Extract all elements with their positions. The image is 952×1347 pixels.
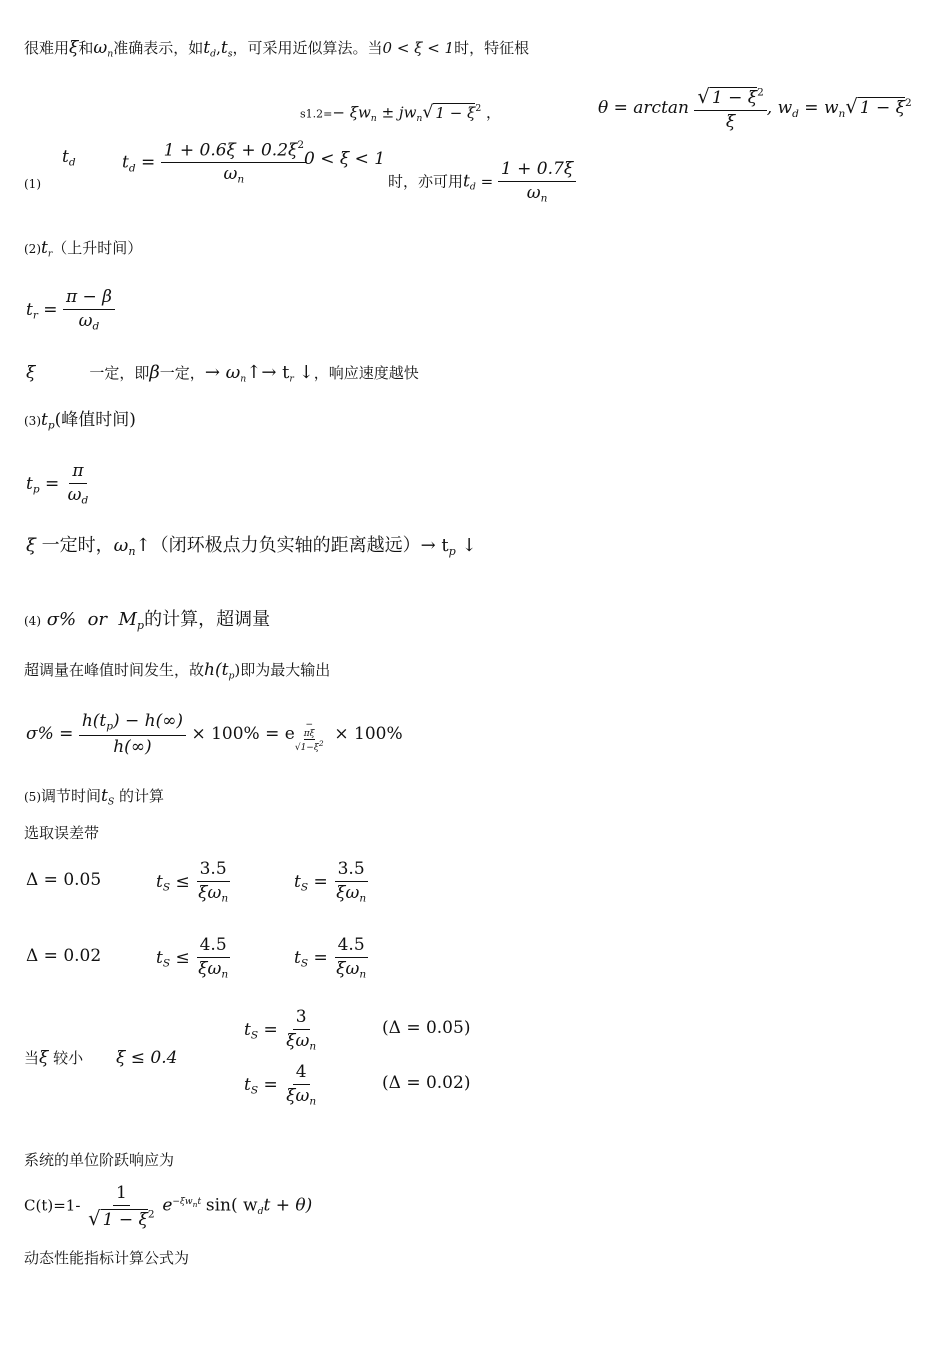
s12-expr: − ξw: [332, 103, 371, 122]
ts-eq-45: $t_S$ = $\frac{4.5}{\xi\omega_n}$: [294, 935, 367, 981]
item4-formula: [26, 712, 403, 757]
item1-fraction: $\frac{1 + 0.6\xi + 0.2\xi^2}{\omega_n}$: [161, 140, 307, 186]
item3-number: (3): [24, 414, 41, 428]
intro-and: 和: [78, 39, 94, 57]
item1-range: 0 < ξ < 1: [304, 149, 386, 169]
s12-sqrt: 1 − ξ: [435, 103, 476, 122]
theta-den: ξ: [725, 111, 736, 132]
step-sin: sin( w: [205, 1195, 258, 1216]
item1-text: 时，亦可用: [388, 172, 464, 191]
item5-heading: (5)调节时间$t_S$ 的计算: [24, 786, 165, 808]
step-den: 1 − ξ: [102, 1209, 148, 1230]
item4-htp: h(t: [204, 660, 229, 680]
item1-alt: 时，亦可用$t_d$ = $\frac{1 + 0.7\xi}{\omega_n}$: [388, 160, 576, 205]
theta-num: 1 − ξ: [711, 88, 758, 108]
item1-td-formula: $t_d$ = $\frac{1 + 0.6\xi + 0.2\xi^2}{\omega_n}$: [122, 140, 307, 186]
item4-lhs: σ% =: [26, 723, 74, 744]
item4-desc: 超调量在峰值时间发生，故$h(t_p)$即为最大输出: [24, 660, 331, 682]
item4-times2: × 100%: [334, 723, 403, 744]
item3-xi: ξ: [26, 535, 36, 556]
item3-note3: ↓: [461, 535, 477, 556]
item3-label: (峰值时间): [54, 410, 136, 430]
step-fraction: $\frac{1}{√ 1 - \xi^2}$: [88, 1183, 155, 1230]
ts-eq-35: $t_S$ = $\frac{3.5}{\xi\omega_n}$: [294, 859, 367, 905]
step-formula: C(t)=1- $\frac{1}{√ 1 - \xi^2}$ $e^{-\xi w_nt}$ sin( $w_dt + \theta$): [24, 1183, 313, 1230]
theta-formula: θ = arctan $\frac{√ 1 - \xi^2}{\xi}$ , $w_d = w_n√$ $1 - \xi^2$: [598, 85, 912, 132]
xi-symbol: ξ: [69, 38, 79, 58]
s12-pm: ± jw: [381, 103, 417, 122]
item2-formula: $t_r$ = $\frac{\pi - \beta}{\omega_d}$: [26, 288, 115, 333]
item4-desc2: )即为最大输出: [234, 661, 331, 679]
item2-heading: $(2)t_r$（上升时间）: [24, 238, 143, 260]
item3-formula: $t_p$ = $\frac{\pi}{\omega_d}$: [26, 462, 91, 507]
item1-den: ω: [223, 164, 238, 185]
wd-eq: = w: [798, 98, 839, 119]
item3-note1: 一定时，: [41, 535, 114, 556]
t-symbol-2: t: [220, 38, 228, 58]
omega-sub: n: [107, 48, 114, 60]
item4-sigma: σ%: [46, 609, 77, 630]
item3-omega: ω: [113, 535, 129, 556]
item5-select: 选取误差带: [24, 824, 100, 842]
intro-text-4: 时，特征根: [454, 39, 530, 57]
item4-or: or: [87, 609, 108, 630]
ts-delta-002: (Δ = 0.02): [382, 1073, 471, 1093]
t-symbol: t: [203, 38, 211, 58]
item5-label1: 调节时间: [41, 787, 102, 805]
item2-note2: 一定，: [159, 364, 205, 382]
item1-number: (1): [24, 177, 41, 191]
item4-mp: M: [118, 609, 137, 630]
s12-label: s1.2=: [300, 107, 333, 121]
item2-note: ξ 一定，即β一定，→ $\omega_n↑\to t_r$ ↓，响应速度越快: [26, 362, 419, 385]
s12-tail: ，: [486, 103, 502, 122]
ts-le-35: $t_S$ ≤ $\frac{3.5}{\xi\omega_n}$: [156, 859, 229, 905]
item5-label2: 的计算: [119, 787, 165, 805]
t-sub-s: s: [227, 48, 233, 60]
item2-arrow2: ↑→ t: [246, 362, 290, 383]
ts-le-45: $t_S$ ≤ $\frac{4.5}{\xi\omega_n}$: [156, 935, 229, 981]
item2-arrow3: ↓: [298, 362, 314, 383]
item4-number: (4): [24, 614, 41, 628]
small-xi-condition: 当ξ 较小 ξ ≤ 0.4: [24, 1048, 178, 1068]
item4-exponent: − πξ $√1-\xi^2$: [294, 720, 324, 754]
item2-note1: 一定，即: [89, 364, 150, 382]
item4-num2: ) − h(∞): [112, 711, 184, 731]
step-title: 系统的单位阶跃响应为: [24, 1151, 175, 1169]
t-sub-d: d: [210, 48, 217, 60]
theta-fraction: $\frac{√ 1 - \xi^2}{\xi}$: [694, 86, 766, 131]
item2-den: ω: [78, 310, 93, 331]
item2-num: π − β: [63, 288, 115, 310]
item4-num: h(t: [81, 711, 107, 731]
item3-den: ω: [67, 484, 82, 505]
item2-fraction: $\frac{\pi - \beta}{\omega_d}$: [63, 288, 115, 333]
footer-text: 动态性能指标计算公式为: [24, 1249, 190, 1267]
delta-002: Δ = 0.02: [26, 946, 102, 966]
item1-alt-den: ω: [526, 182, 541, 203]
item2-note3: ，响应速度越快: [313, 364, 419, 382]
intro-text-2: 准确表示，如: [113, 39, 204, 57]
ts-delta-005: (Δ = 0.05): [382, 1018, 471, 1038]
item4-label: 的计算，超调量: [144, 609, 271, 630]
item1-td-heading: $t_d$: [62, 147, 76, 169]
step-lhs: C(t)=1-: [24, 1196, 81, 1215]
step-num: 1: [113, 1184, 130, 1206]
item2-label: （上升时间）: [52, 239, 143, 257]
roots-formula: $s1.2=- \xi w_n \pm jw_n√$ $1 - \xi^2$ ，: [300, 102, 502, 124]
item2-arrow1: → ω: [204, 362, 241, 383]
item3-heading: $(3)t_p$(峰值时间): [24, 410, 136, 432]
step-sin2: t + θ): [263, 1195, 313, 1216]
item3-fraction: $\frac{\pi}{\omega_d}$: [67, 461, 89, 507]
intro-condition: 0 < ξ < 1: [382, 39, 455, 57]
intro-text-1: 很难用: [24, 39, 70, 57]
item2-xi: ξ: [26, 363, 36, 383]
item4-heading: (4) σ% or $M_p$的计算，超调量: [24, 609, 271, 632]
item3-note2: ↑（闭环极点力负实轴的距离越远）→ t: [135, 535, 449, 556]
item4-times1: × 100% = e: [191, 723, 295, 744]
theta-label: θ = arctan: [598, 98, 689, 119]
ts-eq-3: $t_S$ = $\frac{3}{\xi\omega_n}$: [244, 1007, 317, 1053]
item1-alt-num: 1 + 0.7ξ: [498, 160, 576, 182]
item3-note: ξ 一定时，$\omega_n↑$（闭环极点力负实轴的距离越远）→ $t_p$ ↓: [26, 535, 477, 558]
omega-symbol: ω: [93, 38, 108, 58]
item3-num: π: [69, 462, 86, 484]
item2-beta: β: [149, 362, 160, 383]
item4-den: h(∞): [113, 737, 152, 758]
intro-line: [24, 40, 529, 59]
item2-number: (2): [24, 242, 41, 256]
item4-fraction: $\frac{h(t_p) - h(\infty)}{h(\infty)}$: [79, 712, 186, 757]
item1-alt-fraction: $\frac{1 + 0.7\xi}{\omega_n}$: [498, 160, 576, 205]
wd-label: , w: [766, 98, 793, 119]
intro-text-3: ，可采用近似算法。当: [232, 39, 383, 57]
item5-number: (5): [24, 790, 41, 804]
item1-num: 1 + 0.6ξ + 0.2ξ: [163, 140, 298, 161]
ts-eq-4: $t_S$ = $\frac{4}{\xi\omega_n}$: [244, 1062, 317, 1108]
item4-desc1: 超调量在峰值时间发生，故: [24, 661, 205, 679]
comma: ,: [216, 39, 221, 57]
delta-005: Δ = 0.05: [26, 870, 102, 890]
